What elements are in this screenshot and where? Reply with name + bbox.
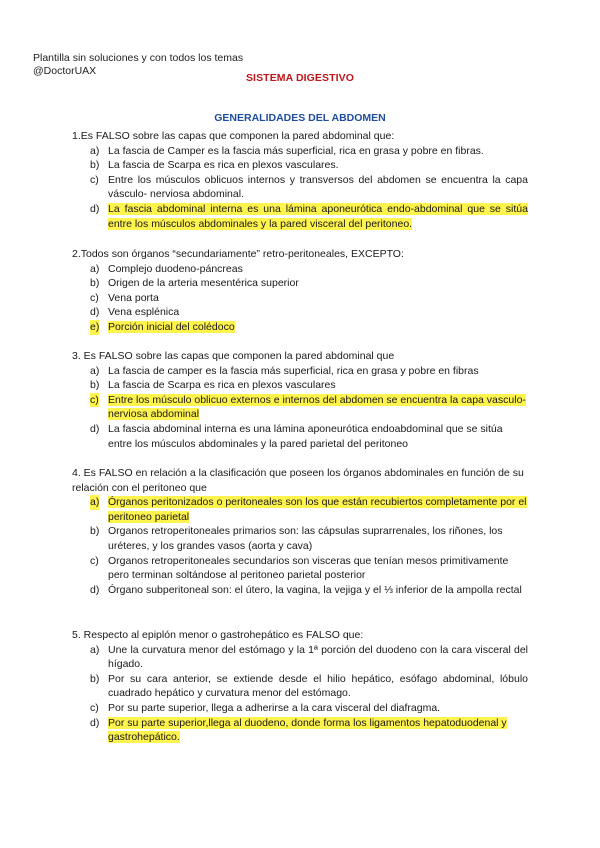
- option-2b: [72, 276, 528, 291]
- option-text: Organos retroperitoneales primarios son: las cápsulas suprarrenales, los riñones, los uréteres, y los grandes vasos (aorta y cava): [108, 525, 503, 552]
- option-list: [72, 144, 528, 232]
- question-text: 1.Es FALSO sobre las capas que componen la pared abdominal que:: [72, 130, 395, 142]
- highlighted-answer: Entre los músculo oblicuo externos e internos del abdomen se encuentra la capa vasculo-nerviosa abdominal: [108, 393, 526, 421]
- highlighted-answer: Órganos peritonizados o peritoneales son los que están recubiertos completamente por el peritoneo parietal: [108, 496, 527, 523]
- option-label: a): [90, 262, 100, 275]
- option-label: d): [90, 422, 100, 435]
- option-1b: [72, 158, 528, 173]
- highlighted-answer: La fascia abdominal interna es una lámina aponeurótica endo-abdominal que se sitúa entre los músculos abdominales y la pared visceral del peritoneo.: [108, 202, 528, 230]
- option-3c: [72, 393, 528, 422]
- option-label: b): [90, 379, 100, 392]
- option-text: Organos retroperitoneales secundarios son visceras que tenían mesos primitivamente pero terminan soltándose al peritoneo parietal posterior: [108, 554, 509, 582]
- option-text: Órgano subperitoneal son: el útero, la vagina, la vejiga y el ⅓ inferior de la ampolla rectal: [108, 583, 522, 596]
- option-list: [72, 364, 528, 452]
- option-text: La fascia de camper es la fascia más superficial, rica en grasa y pobre en fibras: [108, 364, 479, 377]
- option-4a: [72, 495, 528, 524]
- option-text: Por su parte superior, llega a adherirse a la cara visceral del diafragma.: [108, 701, 441, 714]
- option-text: La fascia de Camper es la fascia más superficial, rica en grasa y pobre en fibras.: [108, 144, 484, 157]
- question-text: 2.Todos son órganos “secundariamente” retro-peritoneales, EXCEPTO:: [72, 248, 404, 260]
- option-3b: [72, 378, 528, 393]
- header-line-1: Plantilla sin soluciones y con todos los temas: [33, 52, 244, 64]
- option-5b: [72, 672, 528, 701]
- section-title: GENERALIDADES DEL ABDOMEN: [214, 112, 386, 124]
- question-1: [72, 129, 528, 231]
- option-4b: [72, 524, 528, 553]
- option-1c: [72, 173, 528, 202]
- option-text: La fascia de Scarpa es rica en plexos vasculares.: [108, 159, 339, 172]
- option-3a: [72, 364, 528, 379]
- option-text: Complejo duodeno-páncreas: [108, 262, 243, 275]
- header-line-2: @DoctorUAX: [33, 65, 97, 77]
- option-label: b): [90, 525, 100, 538]
- option-label: a): [90, 364, 100, 377]
- option-label: b): [90, 277, 100, 290]
- option-2c: [72, 291, 528, 306]
- option-label: b): [90, 672, 100, 685]
- option-label: e): [90, 320, 100, 333]
- option-1a: [72, 144, 528, 159]
- highlighted-answer: Por su parte superior,llega al duodeno, donde forma los ligamentos hepatoduodenal y gastrohepático.: [108, 716, 507, 744]
- option-list: [72, 643, 528, 745]
- option-text: Entre los músculos oblicuos internos y transversos del abdomen se encuentra la capa vásculo- nerviosa abdominal.: [108, 173, 528, 201]
- option-3d: [72, 422, 528, 451]
- option-5c: [72, 701, 528, 716]
- option-label: d): [90, 716, 100, 729]
- option-2a: [72, 262, 528, 277]
- option-list: [72, 262, 528, 335]
- option-label: d): [90, 202, 100, 215]
- option-text: Vena porta: [108, 291, 159, 304]
- question-text: 4. Es FALSO en relación a la clasificación que poseen los órganos abdominales en función de su relación con el peritoneo que: [72, 467, 524, 494]
- option-label: d): [90, 583, 100, 596]
- option-4c: [72, 554, 528, 583]
- option-label: b): [90, 159, 100, 172]
- option-text: Por su cara anterior, se extiende desde el hilio hepático, esófago abdominal, lóbulo cuadrado hepático y curvatura menor del estómago.: [108, 672, 528, 700]
- question-4: [72, 466, 528, 597]
- option-label: a): [90, 496, 100, 509]
- option-5a: [72, 643, 528, 672]
- question-5: [72, 628, 528, 745]
- option-text: Une la curvatura menor del estómago y la 1ª porción del duodeno con la cara visceral del hígado.: [108, 643, 528, 671]
- option-label: c): [90, 554, 99, 567]
- option-4d: [72, 583, 528, 598]
- option-2e: [72, 320, 528, 335]
- option-text: Vena esplénica: [108, 306, 180, 319]
- option-label: c): [90, 173, 99, 186]
- option-list: [72, 495, 528, 597]
- option-text: La fascia abdominal interna es una lámina aponeurótica endoabdominal que se sitúa entre los músculos abdominales y la pared parietal del peritoneo: [108, 422, 503, 450]
- question-text: 5. Respecto al epiplón menor o gastrohepático es FALSO que:: [72, 629, 364, 641]
- option-1d: [72, 202, 528, 231]
- option-5d: [72, 716, 528, 745]
- question-2: [72, 247, 528, 335]
- option-label: a): [90, 144, 100, 157]
- question-3: [72, 349, 528, 451]
- option-2d: [72, 305, 528, 320]
- highlighted-answer: Porción inicial del colédoco: [108, 320, 235, 333]
- option-label: d): [90, 306, 100, 319]
- option-label: c): [90, 701, 99, 714]
- option-label: a): [90, 643, 100, 656]
- option-label: c): [90, 291, 99, 304]
- question-text: 3. Es FALSO sobre las capas que componen la pared abdominal que: [72, 350, 395, 362]
- option-text: Origen de la arteria mesentérica superior: [108, 277, 299, 290]
- option-label: c): [90, 393, 99, 406]
- option-text: La fascia de Scarpa es rica en plexos vasculares: [108, 379, 336, 392]
- document-title: SISTEMA DIGESTIVO: [245, 72, 355, 84]
